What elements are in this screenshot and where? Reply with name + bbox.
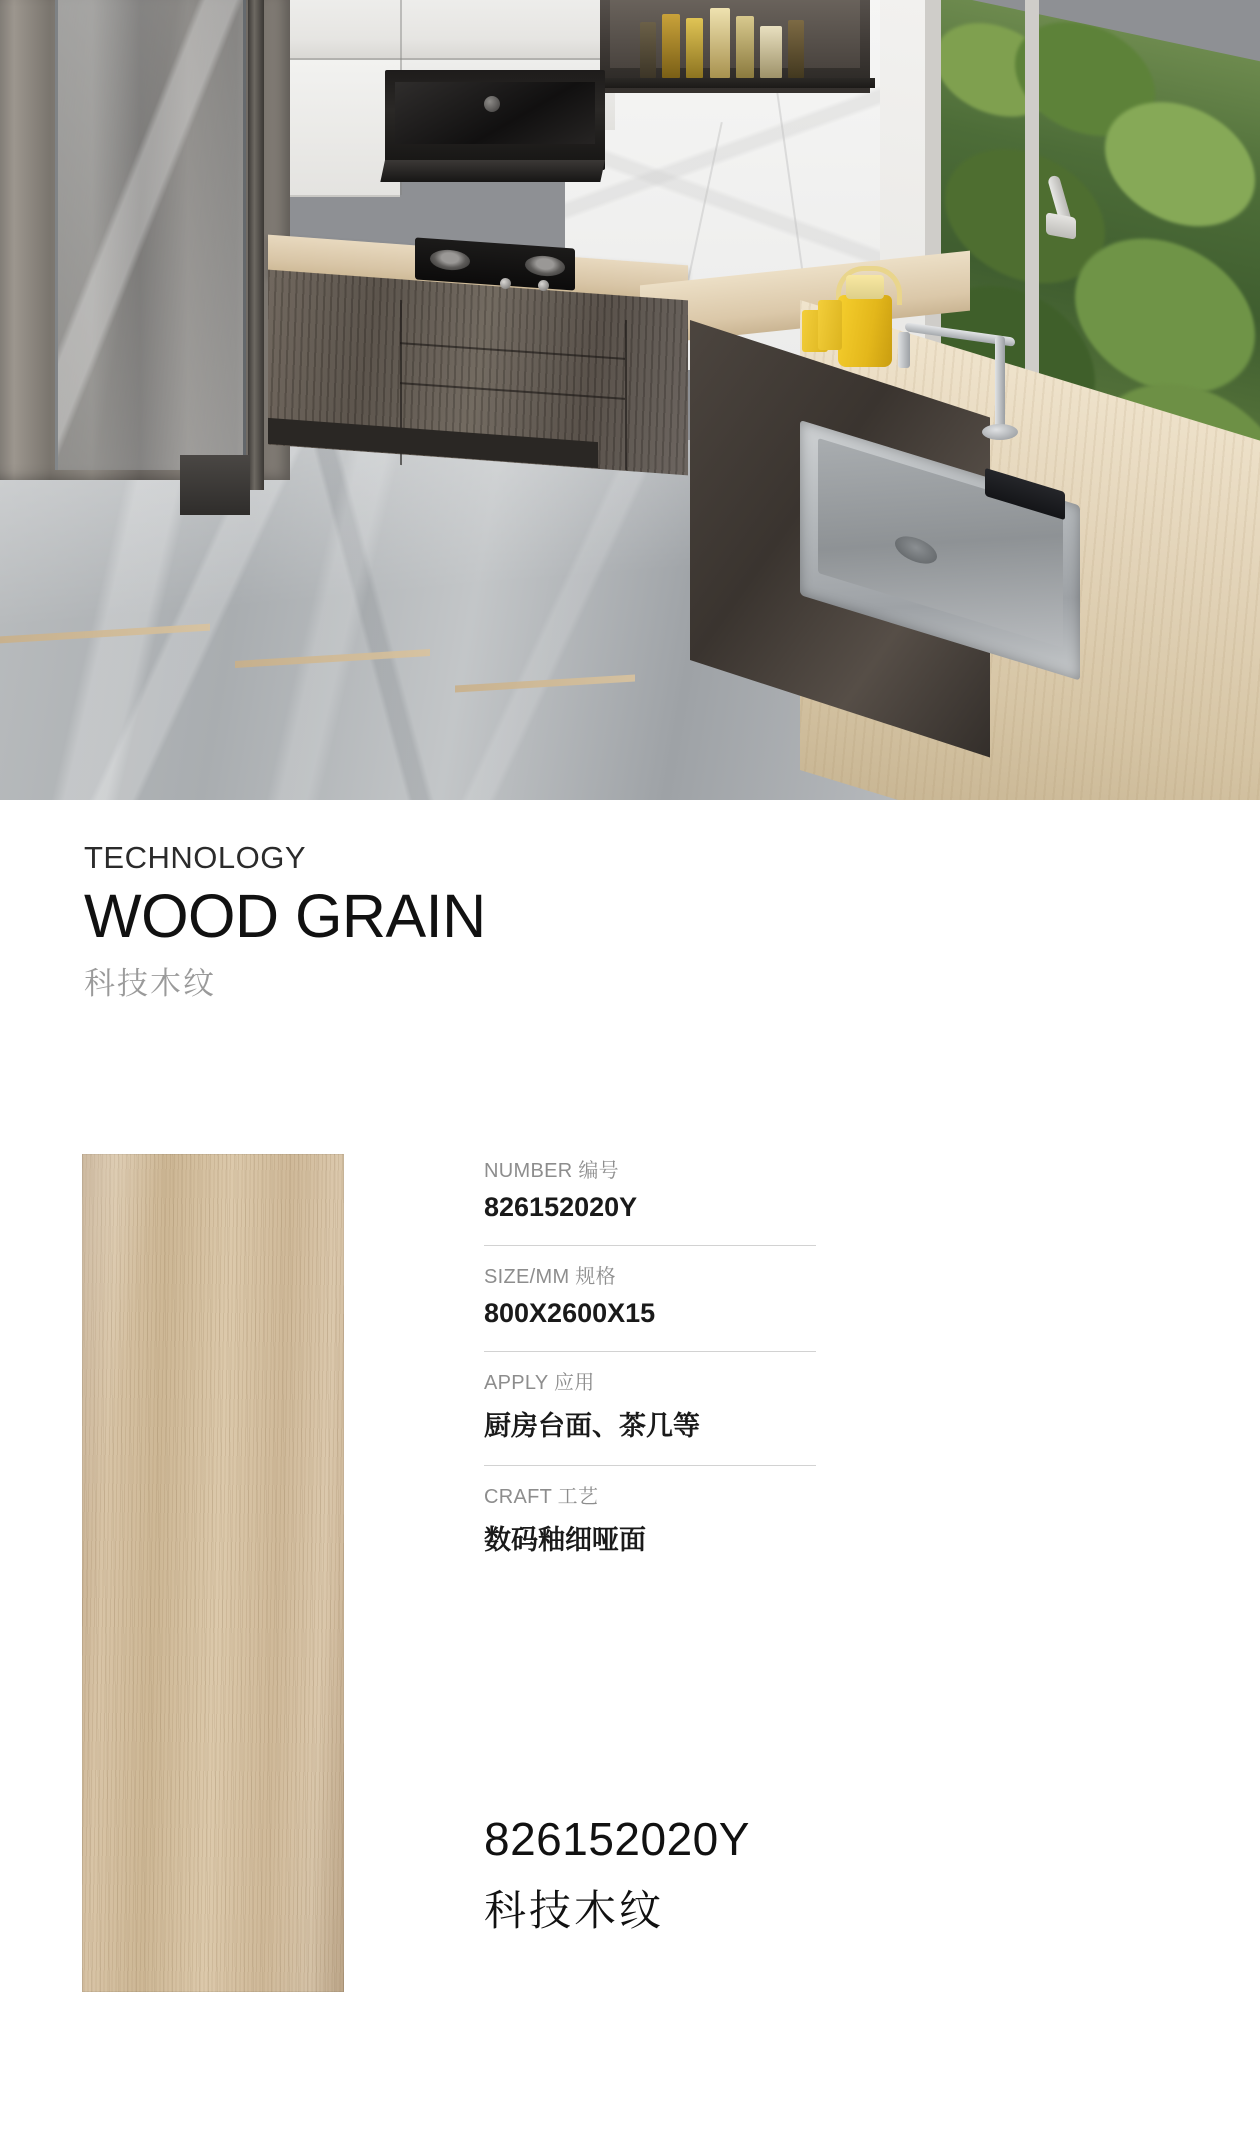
glass-door xyxy=(55,0,246,470)
spec-row-apply xyxy=(484,1352,824,1466)
material-swatch-shading xyxy=(82,1154,344,1992)
eyebrow-text: TECHNOLOGY xyxy=(84,840,307,875)
bottle xyxy=(736,16,754,78)
page-title: WOOD GRAIN xyxy=(84,882,486,950)
range-hood-skirt xyxy=(380,160,605,182)
shelf-ledge xyxy=(600,78,875,88)
faucet-spout xyxy=(898,332,910,368)
spec-row-size xyxy=(484,1246,824,1352)
bottle xyxy=(788,20,804,78)
page-subtitle: 科技木纹 xyxy=(84,966,216,1002)
bottle xyxy=(686,18,703,78)
faucet-base xyxy=(982,424,1018,440)
spec-value: 800X2600X15 xyxy=(484,1298,656,1328)
product-code-block xyxy=(484,1812,750,1938)
spec-label: NUMBER 编号 xyxy=(484,1160,619,1182)
drawer-seam xyxy=(625,320,627,470)
product-info-panel xyxy=(0,800,1260,2129)
hero-photo xyxy=(0,0,1260,800)
spec-value: 厨房台面、茶几等 xyxy=(484,1411,700,1441)
title-block xyxy=(84,840,486,1003)
spec-label: APPLY 应用 xyxy=(484,1372,595,1394)
kettle-lid xyxy=(846,275,884,299)
burner-knob[interactable] xyxy=(500,278,511,289)
bottle xyxy=(662,14,680,78)
range-hood-knob xyxy=(484,96,500,112)
cup xyxy=(818,300,842,350)
product-code: 826152020Y xyxy=(484,1813,750,1865)
bottle xyxy=(760,26,782,78)
yellow-kettle xyxy=(838,295,892,367)
spec-label: CRAFT 工艺 xyxy=(484,1486,599,1508)
cabinet-post xyxy=(248,0,264,490)
product-name: 科技木纹 xyxy=(484,1887,665,1934)
bottle xyxy=(640,22,656,78)
spec-value: 826152020Y xyxy=(484,1192,638,1222)
spec-row-craft xyxy=(484,1466,824,1557)
foliage xyxy=(1075,222,1255,410)
faucet-stem xyxy=(995,336,1005,431)
bottle xyxy=(710,8,730,78)
spec-label: SIZE/MM 规格 xyxy=(484,1266,616,1288)
foliage xyxy=(1105,88,1255,240)
burner-knob[interactable] xyxy=(538,280,549,291)
spec-row-number xyxy=(484,1140,824,1246)
range-hood-glass xyxy=(395,82,595,144)
cabinet-base xyxy=(180,455,250,515)
spec-list xyxy=(484,1140,824,1557)
spec-value: 数码釉细哑面 xyxy=(484,1525,646,1555)
